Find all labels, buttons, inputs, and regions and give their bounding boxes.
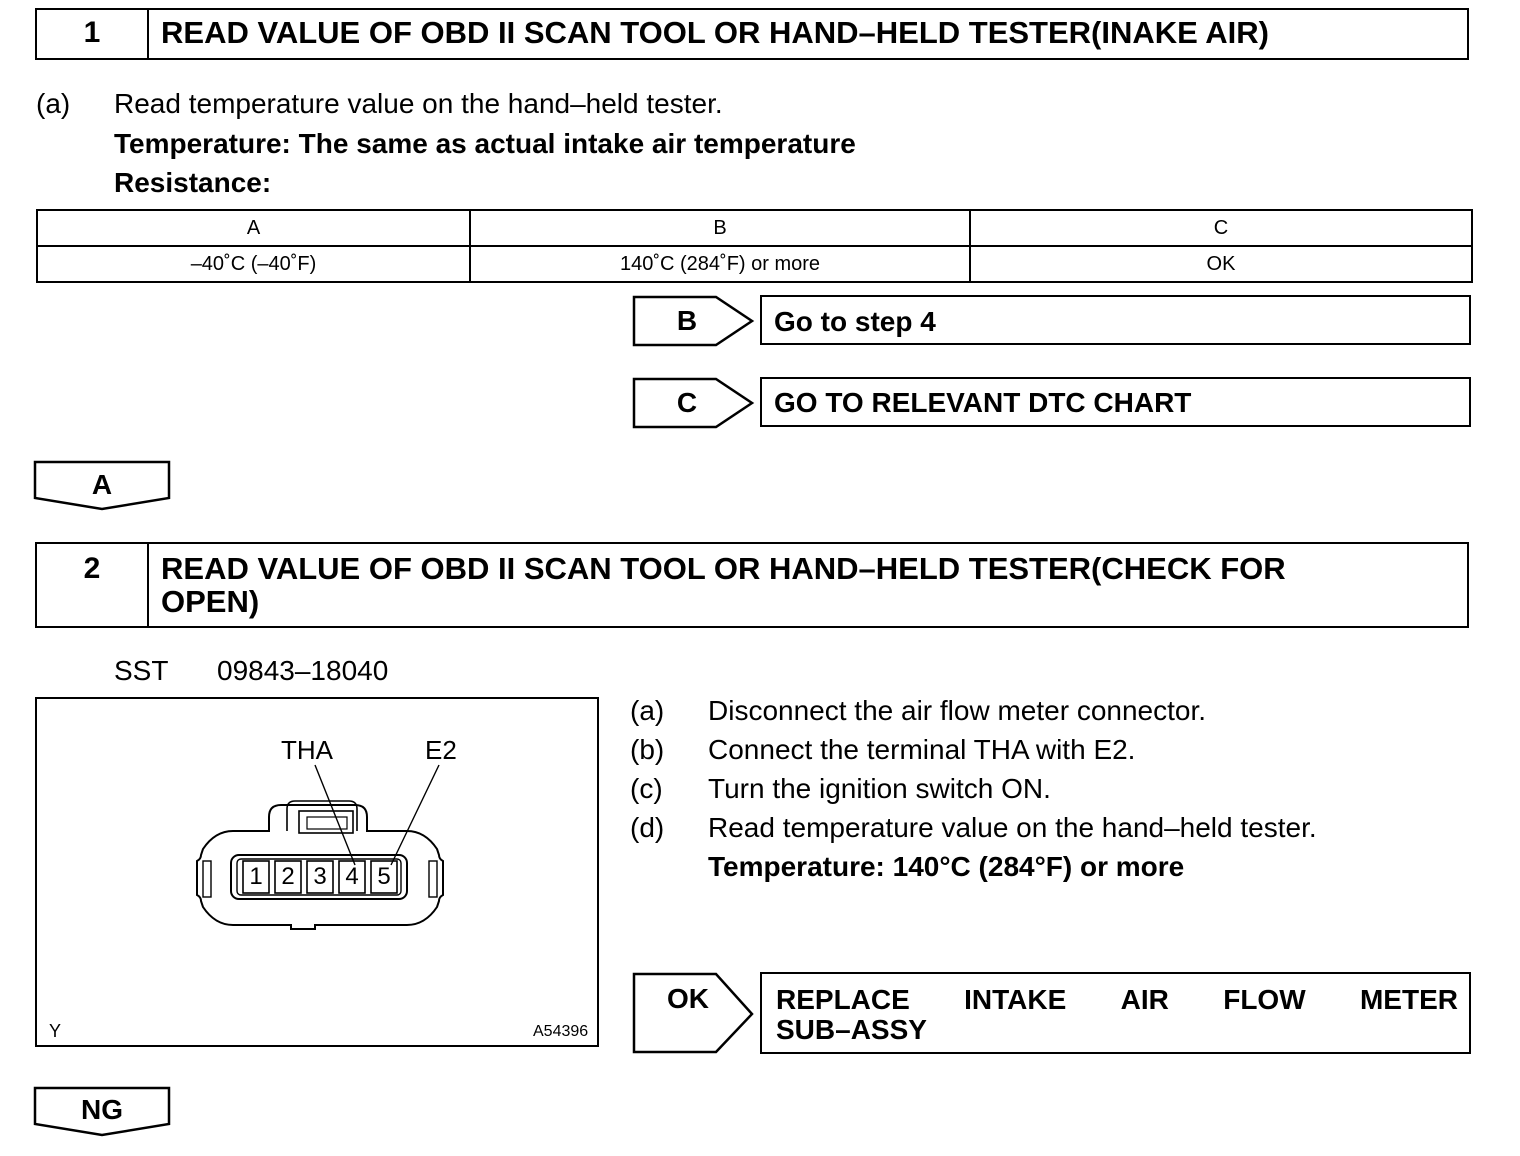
step-marker: (d) xyxy=(630,812,665,843)
table-header-row xyxy=(37,210,1472,246)
temperature-spec: Temperature: 140°C (284°F) or more xyxy=(708,851,1185,882)
step-1-header xyxy=(35,8,1469,60)
result-tag-ok: OK xyxy=(667,983,709,1014)
result-action-word: AIR xyxy=(1120,984,1169,1015)
step-marker: (a) xyxy=(630,695,665,726)
step-title: READ VALUE OF OBD II SCAN TOOL OR HAND–HELD TESTER(INAKE AIR) xyxy=(161,15,1270,50)
step-number: 1 xyxy=(37,10,149,58)
result-action-word: FLOW xyxy=(1223,984,1306,1015)
step-title-line: READ VALUE OF OBD II SCAN TOOL OR HAND–HELD TESTER(CHECK FOR xyxy=(161,551,1286,586)
item-marker: (a) xyxy=(36,88,71,119)
step-marker: (b) xyxy=(630,734,665,765)
result-action-ok xyxy=(760,972,1471,1054)
result-tag-b: B xyxy=(676,305,698,336)
temperature-spec: Temperature: The same as actual intake air temperature xyxy=(114,128,856,159)
table-header-cell: C xyxy=(970,210,1472,246)
table-cell: 140˚C (284˚F) or more xyxy=(470,246,970,282)
instruction-text: Read temperature value on the hand–held tester. xyxy=(114,88,723,119)
pin-label: 1 xyxy=(249,863,263,890)
terminal-label-tha: THA xyxy=(281,735,333,765)
result-action-word: INTAKE xyxy=(964,984,1067,1015)
pin-label: 2 xyxy=(281,863,295,890)
result-tag-c: C xyxy=(676,387,698,418)
step-text: Disconnect the air flow meter connector. xyxy=(708,695,1207,726)
result-action-c xyxy=(760,377,1471,427)
pin-label: 3 xyxy=(313,863,327,890)
sst-label: SST xyxy=(114,655,169,686)
table-header-cell: A xyxy=(37,210,470,246)
resistance-table xyxy=(36,209,1473,283)
table-row xyxy=(37,246,1472,282)
step-text: Turn the ignition switch ON. xyxy=(708,773,1051,804)
result-action-word: METER xyxy=(1359,984,1458,1015)
step-title-line: OPEN) xyxy=(161,584,260,619)
connector-diagram xyxy=(35,697,599,1047)
step-marker: (c) xyxy=(630,773,663,804)
table-header-cell: B xyxy=(470,210,970,246)
step-title xyxy=(149,544,1467,626)
result-action-line-1 xyxy=(776,984,1458,1016)
step-text: Connect the terminal THA with E2. xyxy=(708,734,1136,765)
step-text: Read temperature value on the hand–held tester. xyxy=(708,812,1317,843)
step-2-header xyxy=(35,542,1469,628)
corner-label: Y xyxy=(49,1021,62,1041)
result-action-line-2: SUB–ASSY xyxy=(776,1014,927,1045)
next-tag-ng: NG xyxy=(81,1094,123,1125)
pin-label: 4 xyxy=(345,863,359,890)
next-tag-a: A xyxy=(91,469,113,500)
figure-code: A54396 xyxy=(533,1023,589,1040)
step-number: 2 xyxy=(37,544,149,626)
terminal-label-e2: E2 xyxy=(425,735,457,765)
sst-number: 09843–18040 xyxy=(217,655,389,686)
result-action-b xyxy=(760,295,1471,345)
table-cell: OK xyxy=(970,246,1472,282)
result-action-label: GO TO RELEVANT DTC CHART xyxy=(774,387,1192,418)
pin-label: 5 xyxy=(377,863,391,890)
table-cell: –40˚C (–40˚F) xyxy=(37,246,470,282)
result-action-word: REPLACE xyxy=(776,984,910,1015)
result-action-label: Go to step 4 xyxy=(774,306,936,337)
resistance-label: Resistance: xyxy=(114,167,272,198)
